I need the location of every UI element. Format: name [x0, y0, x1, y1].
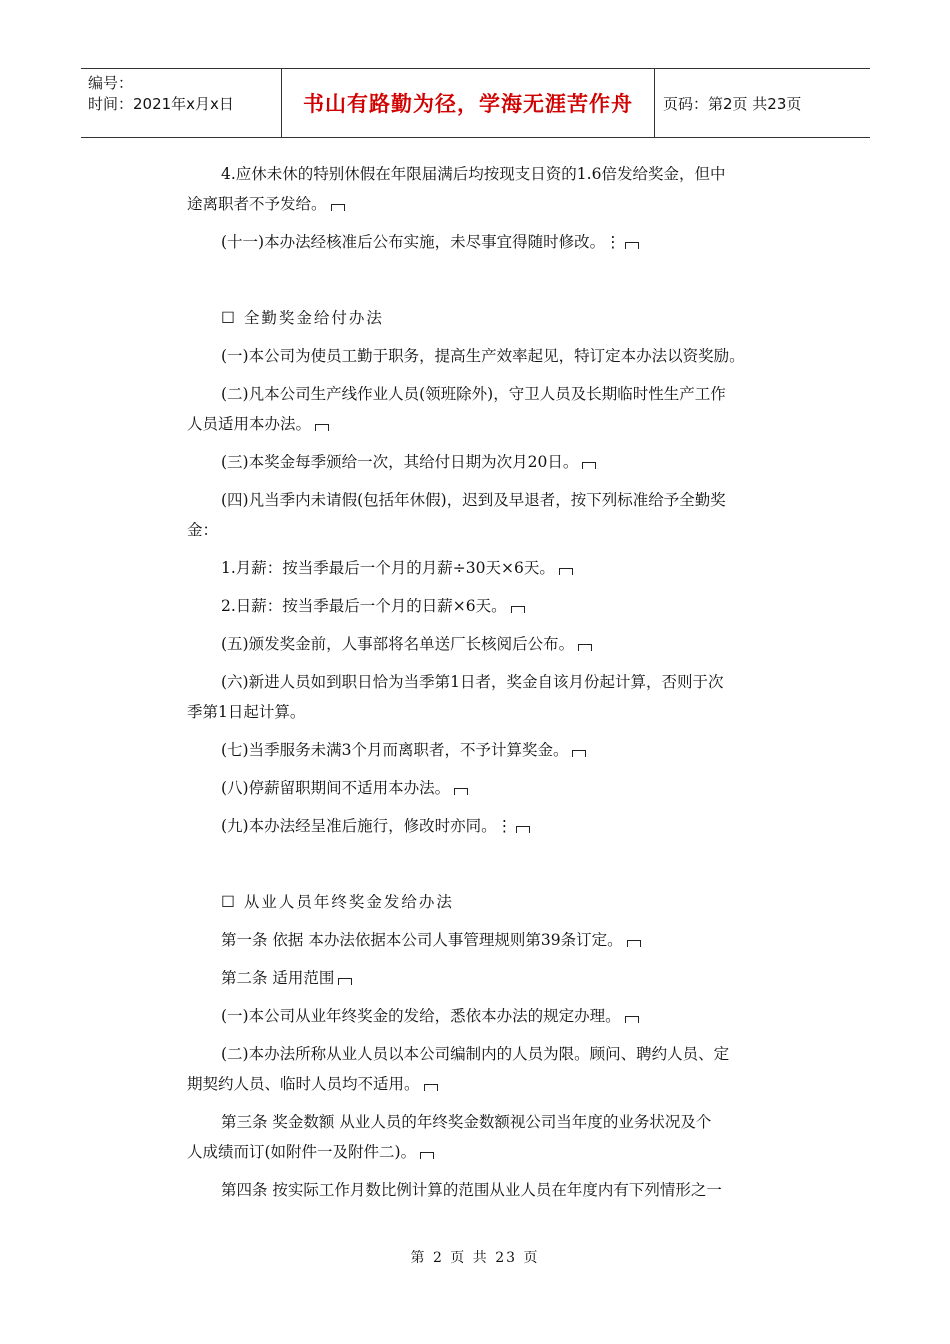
body-line: 季第1日起计算。 — [187, 703, 306, 721]
return-mark-icon — [424, 1084, 438, 1091]
return-mark-icon — [420, 1152, 434, 1159]
return-mark-icon — [559, 568, 573, 575]
body-line: 第一条 依据 本办法依据本公司人事管理规则第39条订定。 — [221, 929, 641, 951]
body-line: (五)颁发奖金前，人事部将名单送厂长核阅后公布。 — [221, 633, 592, 655]
section-heading: ☐ 全勤奖金给付办法 — [221, 309, 384, 327]
return-mark-icon — [625, 1016, 639, 1023]
body-line: (三)本奖金每季颁给一次，其给付日期为次月20日。 — [221, 451, 596, 473]
body-line: 第二条 适用范围 — [221, 967, 352, 989]
body-line: (二)本办法所称从业人员以本公司编制内的人员为限。顾问、聘约人员、定 — [221, 1045, 730, 1063]
body-line: (十一)本办法经核准后公布实施，未尽事宜得随时修改。⋮ — [221, 231, 639, 253]
return-mark-icon — [627, 940, 641, 947]
body-line: 第四条 按实际工作月数比例计算的范围从业人员在年度内有下列情形之一 — [221, 1181, 722, 1199]
header-meta — [81, 69, 282, 137]
body-line: (六)新进人员如到职日恰为当季第1日者，奖金自该月份起计算，否则于次 — [221, 673, 724, 691]
return-mark-icon — [454, 788, 468, 795]
return-mark-icon — [572, 750, 586, 757]
header-motto: 书山有路勤为径，学海无涯苦作舟 — [303, 92, 633, 116]
document-number: 编号： — [88, 74, 134, 92]
body-line: 1.月薪：按当季最后一个月的月薪÷30天×6天。 — [221, 557, 573, 579]
body-line: (一)本公司从业年终奖金的发给，悉依本办法的规定办理。 — [221, 1005, 639, 1027]
body-line: (四)凡当季内未请假(包括年休假)，迟到及早退者，按下列标准给予全勤奖 — [221, 491, 726, 509]
return-mark-icon — [516, 826, 530, 833]
body-line: (一)本公司为使员工勤于职务，提高生产效率起见，特订定本办法以资奖励。 — [221, 347, 745, 365]
body-line: (七)当季服务未满3个月而离职者，不予计算奖金。 — [221, 739, 586, 761]
page-header — [81, 68, 870, 138]
body-line: 4.应休未休的特别休假在年限届满后均按现支日资的1.6倍发给奖金，但中 — [221, 165, 726, 183]
body-line: 第三条 奖金数额 从业人员的年终奖金数额视公司当年度的业务状况及个 — [221, 1113, 712, 1131]
body-line: 人员适用本办法。 — [187, 413, 329, 435]
body-line: (二)凡本公司生产线作业人员(领班除外)，守卫人员及长期临时性生产工作 — [221, 385, 726, 403]
return-mark-icon — [511, 606, 525, 613]
header-page-info: 页码：第2页 共23页 — [663, 94, 802, 113]
return-mark-icon — [338, 978, 352, 985]
return-mark-icon — [582, 462, 596, 469]
return-mark-icon — [578, 644, 592, 651]
body-line: 期契约人员、临时人员均不适用。 — [187, 1073, 438, 1095]
body-line: (八)停薪留职期间不适用本办法。 — [221, 777, 468, 799]
section-heading: ☐ 从业人员年终奖金发给办法 — [221, 893, 454, 911]
body-line: 途离职者不予发给。 — [187, 193, 345, 215]
return-mark-icon — [625, 242, 639, 249]
body-line: (九)本办法经呈准后施行，修改时亦同。⋮ — [221, 815, 530, 837]
body-line: 人成绩而订(如附件一及附件二)。 — [187, 1141, 434, 1163]
body-line: 金： — [187, 521, 219, 539]
header-motto-cell — [282, 69, 655, 137]
body-line: 2.日薪：按当季最后一个月的日薪×6天。 — [221, 595, 525, 617]
page-footer: 第 2 页 共 23 页 — [410, 1250, 540, 1266]
document-time: 时间：2021年x月x日 — [88, 95, 234, 113]
return-mark-icon — [331, 204, 345, 211]
return-mark-icon — [315, 424, 329, 431]
header-page-info-cell — [655, 69, 870, 137]
